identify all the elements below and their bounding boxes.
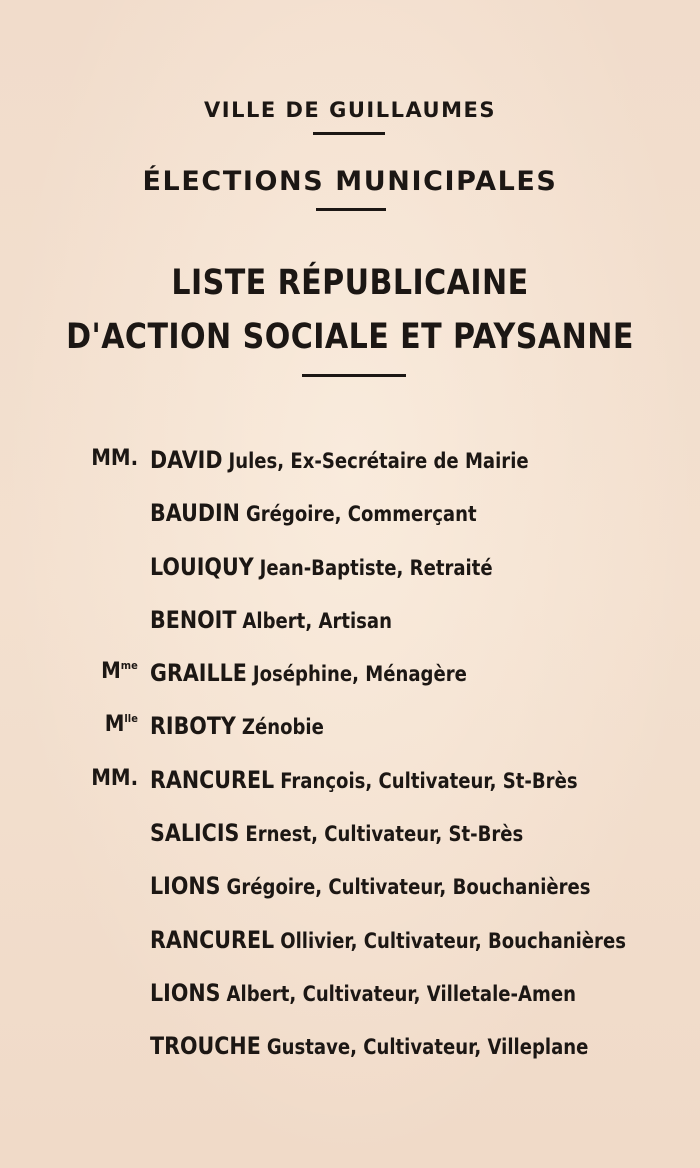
election-heading: ÉLECTIONS MUNICIPALES	[142, 166, 558, 197]
candidate-entry	[150, 766, 578, 794]
candidate-surname: LIONS	[150, 978, 221, 1007]
candidate-row	[0, 493, 700, 546]
candidate-row	[0, 653, 700, 706]
candidate-entry	[150, 446, 529, 474]
candidate-row	[0, 813, 700, 866]
honorific-base: M	[104, 712, 125, 738]
candidate-surname: LIONS	[150, 872, 221, 901]
candidate-entry	[150, 499, 477, 527]
candidate-list	[0, 440, 700, 1080]
candidate-surname: BENOIT	[150, 605, 237, 634]
candidate-row	[0, 920, 700, 973]
candidate-surname: RANCUREL	[150, 925, 275, 954]
candidate-title: MM.	[91, 446, 138, 471]
candidate-row	[0, 600, 700, 653]
candidate-surname: SALICIS	[150, 819, 240, 848]
candidate-details: Gustave, Cultivateur, Villeplane	[266, 1035, 589, 1060]
candidate-surname: RANCUREL	[150, 765, 275, 794]
candidate-entry	[150, 872, 591, 900]
divider-rule-1	[313, 132, 385, 135]
candidate-entry	[150, 979, 576, 1007]
honorific-base: M	[101, 659, 121, 685]
candidate-row	[0, 440, 700, 493]
candidate-details: Ollivier, Cultivateur, Bouchanières	[280, 928, 626, 953]
candidate-entry	[150, 1032, 588, 1060]
candidate-row	[0, 547, 700, 600]
candidate-details: Grégoire, Cultivateur, Bouchanières	[226, 875, 591, 900]
candidate-details: François, Cultivateur, St-Brès	[280, 768, 578, 793]
candidate-row	[0, 866, 700, 919]
candidate-details: Albert, Cultivateur, Villetale-Amen	[226, 981, 576, 1006]
candidate-title	[105, 712, 138, 737]
honorific-suffix: lle	[124, 712, 138, 726]
candidate-details: Ernest, Cultivateur, St-Brès	[245, 822, 524, 847]
candidate-row	[0, 760, 700, 813]
candidate-surname: TROUCHE	[150, 1032, 261, 1061]
candidate-entry	[150, 659, 467, 687]
candidate-entry	[150, 926, 626, 954]
candidate-row	[0, 973, 700, 1026]
candidate-entry	[150, 606, 392, 634]
candidate-entry	[150, 553, 493, 581]
candidate-row	[0, 1026, 700, 1079]
candidate-details: Zénobie	[241, 715, 324, 740]
list-title	[49, 256, 651, 364]
candidate-title	[101, 659, 138, 684]
candidate-surname: GRAILLE	[150, 659, 247, 688]
list-title-line-2: D'ACTION SOCIALE ET PAYSANNE	[66, 317, 634, 357]
divider-rule-3	[302, 374, 406, 377]
candidate-details: Joséphine, Ménagère	[252, 662, 467, 687]
candidate-surname: BAUDIN	[150, 499, 240, 528]
list-title-line-1: LISTE RÉPUBLICAINE	[171, 263, 529, 303]
candidate-details: Jean-Baptiste, Retraité	[259, 555, 493, 580]
candidate-details: Grégoire, Commerçant	[245, 502, 477, 527]
candidate-surname: RIBOTY	[150, 712, 236, 741]
candidate-entry	[150, 712, 324, 740]
candidate-surname: LOUIQUY	[150, 552, 254, 581]
candidate-title: MM.	[91, 765, 138, 791]
divider-rule-2	[316, 208, 386, 211]
candidate-entry	[150, 819, 523, 847]
candidate-surname: DAVID	[150, 446, 223, 474]
honorific-suffix: me	[120, 659, 138, 673]
candidate-row	[0, 706, 700, 759]
candidate-details: Jules, Ex-Secrétaire de Mairie	[228, 449, 529, 473]
candidate-details: Albert, Artisan	[242, 608, 392, 633]
city-heading: VILLE DE GUILLAUMES	[204, 98, 496, 122]
